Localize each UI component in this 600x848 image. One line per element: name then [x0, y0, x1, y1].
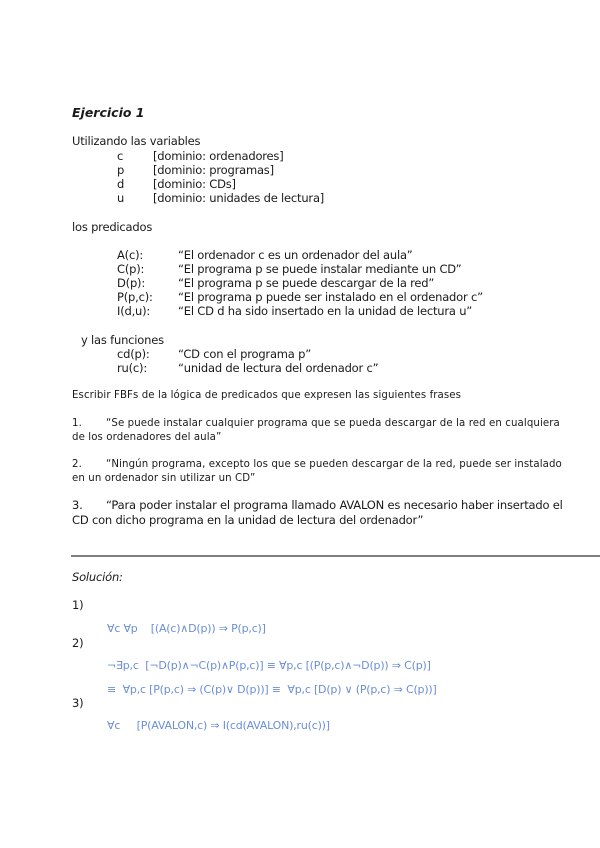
sentence-number: 2. [72, 459, 82, 470]
solution-number: 3) [72, 696, 84, 710]
solution-formula: ∀c [P(AVALON,c) ⇒ I(cd(AVALON),ru(c))] [107, 719, 330, 732]
variables-intro: Utilizando las variables [72, 134, 201, 148]
solution-number: 2) [72, 636, 84, 650]
variable-name: c [117, 149, 124, 163]
function-description: “unidad de lectura del ordenador c” [178, 361, 379, 375]
predicate-signature: I(d,u): [117, 304, 151, 318]
predicate-description: “El programa p puede ser instalado en el ordenador c” [178, 290, 483, 304]
predicate-signature: A(c): [117, 248, 144, 262]
sentence-text: “Se puede instalar cualquier programa que se pueda descargar de la red en cualquiera [106, 418, 560, 429]
predicate-description: “El ordenador c es un ordenador del aula” [178, 248, 413, 262]
section-divider [71, 555, 600, 557]
sentence-text-cont: CD con dicho programa en la unidad de lectura del ordenador” [72, 513, 424, 527]
function-signature: ru(c): [117, 361, 147, 375]
function-description: “CD con el programa p” [178, 347, 311, 361]
sentence-text: “Ningún programa, excepto los que se pueden descargar de la red, puede ser instalado [106, 459, 562, 470]
solution-formula: ≡ ∀p,c [P(p,c) ⇒ (C(p)∨ D(p))] ≡ ∀p,c [D(p) ∨ (P(p,c) ⇒ C(p))] [107, 683, 437, 696]
predicate-signature: C(p): [117, 262, 145, 276]
predicate-description: “El CD d ha sido insertado en la unidad de lectura u” [178, 304, 473, 318]
sentence-number: 1. [72, 418, 82, 429]
predicate-signature: P(p,c): [117, 290, 153, 304]
variable-name: u [117, 191, 125, 205]
variable-name: d [117, 177, 125, 191]
function-signature: cd(p): [117, 347, 150, 361]
sentence-number: 3. [72, 498, 83, 512]
exercise-title: Ejercicio 1 [72, 105, 145, 120]
solution-number: 1) [72, 598, 84, 612]
variable-name: p [117, 163, 125, 177]
predicates-intro: los predicados [72, 220, 153, 234]
sentence-text-cont: de los ordenadores del aula” [72, 432, 222, 443]
predicate-signature: D(p): [117, 276, 146, 290]
variable-domain: [dominio: programas] [153, 163, 274, 177]
predicate-description: “El programa p se puede instalar mediante un CD” [178, 262, 462, 276]
solution-formula: ∀c ∀p [(A(c)∧D(p)) ⇒ P(p,c)] [107, 622, 266, 635]
solution-formula: ¬∃p,c [¬D(p)∧¬C(p)∧P(p,c)] ≡ ∀p,c [(P(p,c)∧¬D(p)) ⇒ C(p)] [107, 659, 431, 672]
predicate-description: “El programa p se puede descargar de la red” [178, 276, 435, 290]
sentence-text: “Para poder instalar el programa llamado AVALON es necesario haber insertado el [106, 498, 563, 512]
variable-domain: [dominio: CDs] [153, 177, 236, 191]
functions-intro: y las funciones [81, 333, 164, 347]
variable-domain: [dominio: ordenadores] [153, 149, 284, 163]
sentence-text-cont: en un ordenador sin utilizar un CD” [72, 473, 256, 484]
variable-domain: [dominio: unidades de lectura] [153, 191, 325, 205]
solution-heading: Solución: [72, 570, 123, 584]
instruction-text: Escribir FBFs de la lógica de predicados que expresen las siguientes frases [72, 390, 462, 401]
